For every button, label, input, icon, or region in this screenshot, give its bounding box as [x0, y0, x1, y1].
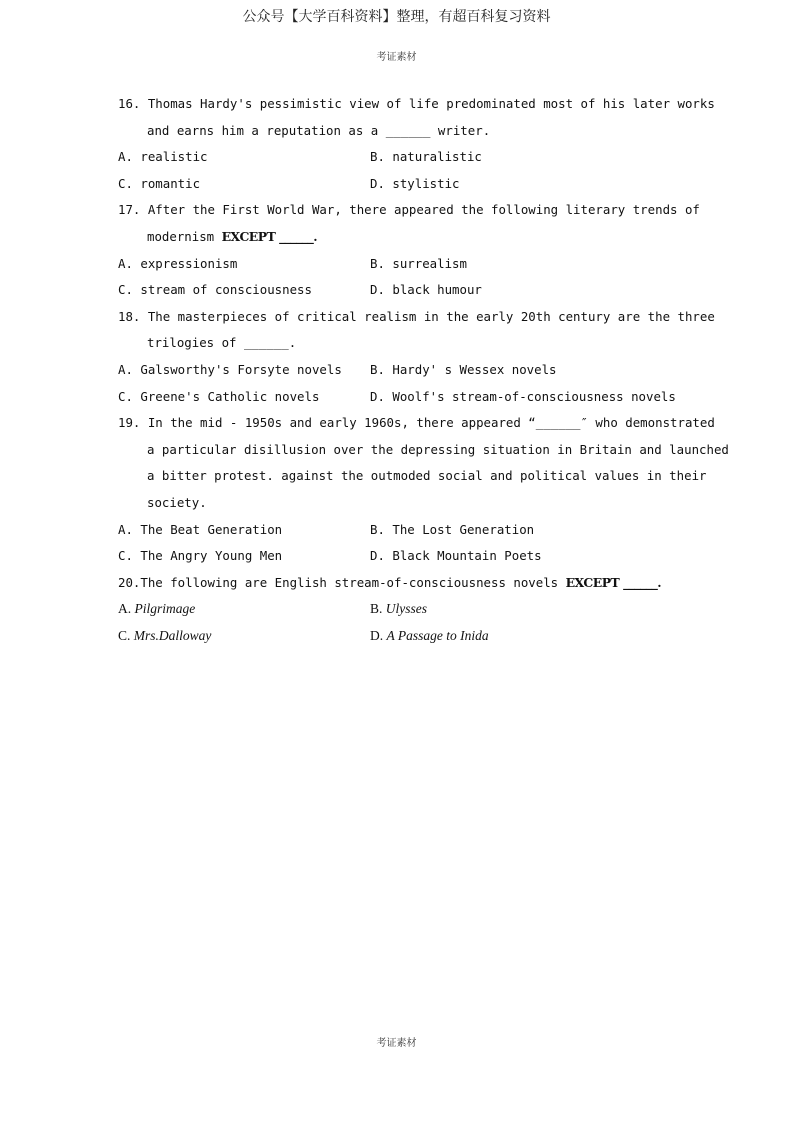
- question-16-line-1: 16. Thomas Hardy's pessimistic view of life predominated most of his later works: [118, 96, 715, 111]
- option-b: B. surrealism: [370, 255, 467, 271]
- question-17-line-2: [118, 224, 693, 251]
- option-letter: D.: [370, 627, 387, 643]
- question-list: [118, 91, 729, 649]
- option-d: D. black humour: [370, 282, 482, 298]
- question-20-text: 20.The following are English stream-of-consciousness novels: [118, 574, 566, 590]
- option-a: A. The Beat Generation: [118, 521, 283, 537]
- question-18-options-row-2: [118, 384, 693, 411]
- source-banner: 公众号【大学百科资料】整理，有超百科复习资料: [242, 9, 551, 25]
- question-16-line-2: and earns him a reputation as a ______ writer.: [147, 122, 491, 138]
- question-20-line-1: [118, 570, 693, 597]
- option-b: [370, 596, 427, 623]
- question-18-options-row-1: [118, 357, 693, 384]
- option-d: D. Woolf's stream-of-consciousness novels: [370, 388, 676, 404]
- option-d: [370, 623, 489, 650]
- option-c: [118, 623, 370, 650]
- question-16-options-row-1: [118, 144, 693, 171]
- except-emphasis: EXCEPT: [565, 574, 620, 590]
- option-a: [118, 596, 370, 623]
- option-letter: A.: [118, 601, 135, 617]
- option-d: D. stylistic: [370, 175, 460, 191]
- option-c: C. Greene's Catholic novels: [118, 388, 320, 404]
- question-17-text: modernism: [147, 228, 222, 244]
- question-18-line-2: trilogies of ______.: [147, 335, 297, 351]
- question-19-options-row-1: [118, 517, 693, 544]
- except-emphasis: EXCEPT: [221, 228, 276, 244]
- question-17-options-row-2: [118, 277, 693, 304]
- option-letter: C.: [118, 627, 134, 643]
- question-19-line-1: 19. In the mid - 1950s and early 1960s, there appeared “______″ who demonstrated: [118, 415, 715, 431]
- option-b: B. Hardy' s Wessex novels: [370, 361, 557, 377]
- question-17-options-row-1: [118, 251, 693, 278]
- option-letter: B.: [370, 601, 386, 617]
- question-20-options-row-1: [118, 596, 693, 623]
- option-a: A. Galsworthy's Forsyte novels: [118, 361, 342, 377]
- option-b: B. naturalistic: [370, 149, 482, 165]
- question-18-line-1: 18. The masterpieces of critical realism in the early 20th century are the three: [118, 308, 715, 324]
- book-title: Mrs.Dalloway: [133, 627, 212, 643]
- page-footer: 考证素材: [376, 1038, 417, 1049]
- option-b: B. The Lost Generation: [370, 521, 535, 537]
- option-c: C. The Angry Young Men: [118, 548, 283, 564]
- option-a: A. expressionism: [118, 255, 238, 271]
- option-c: C. romantic: [118, 175, 201, 191]
- option-c: C. stream of consciousness: [118, 282, 312, 298]
- option-d: D. Black Mountain Poets: [370, 548, 542, 564]
- book-title: A Passage to Inida: [386, 627, 489, 643]
- answer-blank: ______.: [619, 574, 662, 590]
- question-17-line-1: 17. After the First World War, there appeared the following literary trends of: [118, 202, 700, 218]
- option-a: A. realistic: [118, 149, 208, 165]
- book-title: Pilgrimage: [134, 601, 196, 617]
- question-19-options-row-2: [118, 543, 693, 570]
- question-16-options-row-2: [118, 171, 693, 198]
- question-20-options-row-2: [118, 623, 693, 650]
- answer-blank: ______.: [275, 228, 318, 244]
- page-header: 考证素材: [376, 52, 417, 63]
- question-19-line-4: society.: [147, 494, 207, 510]
- question-19-line-3: a bitter protest. against the outmoded social and political values in their: [147, 468, 707, 484]
- question-19-line-2: a particular disillusion over the depressing situation in Britain and launched: [147, 441, 729, 457]
- book-title: Ulysses: [385, 601, 428, 617]
